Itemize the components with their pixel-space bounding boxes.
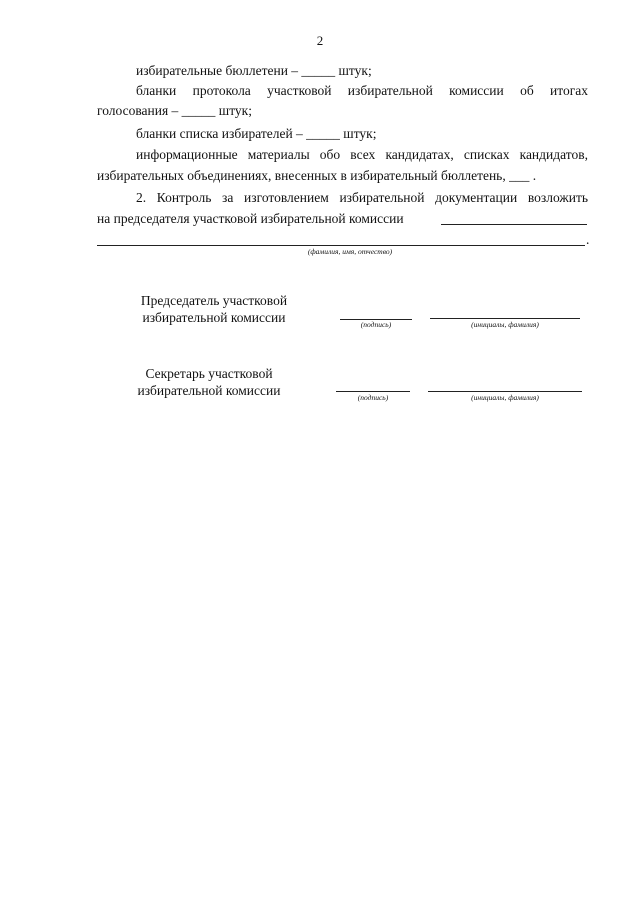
protocol-line-1: бланки протокола участковой избирательной комиссии об итогах — [136, 83, 588, 98]
secretary-signature-line — [336, 391, 410, 392]
ballots-line: избирательные бюллетени – _____ штук; — [136, 63, 372, 78]
full-name-caption: (фамилия, имя, отчество) — [307, 247, 393, 256]
protocol-line-2: голосования – _____ штук; — [97, 103, 252, 118]
secretary-title-line-1: Секретарь участковой — [145, 366, 273, 381]
secretary-title-line-2: избирательной комиссии — [137, 383, 281, 398]
secretary-title — [99, 365, 319, 399]
page-number: 2 — [316, 33, 324, 48]
info-line-2: избирательных объединениях, внесенных в избирательный бюллетень, ___ . — [97, 168, 537, 183]
info-line-1: информационные материалы обо всех кандидатах, списках кандидатов, — [136, 147, 588, 162]
chairman-name-line — [430, 318, 580, 319]
clause2-line-2: на председателя участковой избирательной комиссии — [97, 211, 404, 226]
chairman-title — [104, 292, 324, 326]
chairman-name-blank — [441, 224, 587, 225]
voter-list-line: бланки списка избирателей – _____ штук; — [136, 126, 377, 141]
secretary-name-caption: (инициалы, фамилия) — [471, 393, 539, 402]
clause2-line-1: 2. Контроль за изготовлением избирательной документации возложить — [136, 190, 588, 205]
secretary-name-line — [428, 391, 582, 392]
full-name-blank — [97, 245, 585, 246]
secretary-signature-caption: (подпись) — [357, 393, 389, 402]
chairman-signature-caption: (подпись) — [360, 320, 392, 329]
chairman-title-line-1: Председатель участковой — [140, 293, 288, 308]
full-name-end-mark: . — [586, 232, 590, 247]
chairman-title-line-2: избирательной комиссии — [142, 310, 286, 325]
chairman-name-caption: (инициалы, фамилия) — [471, 320, 539, 329]
